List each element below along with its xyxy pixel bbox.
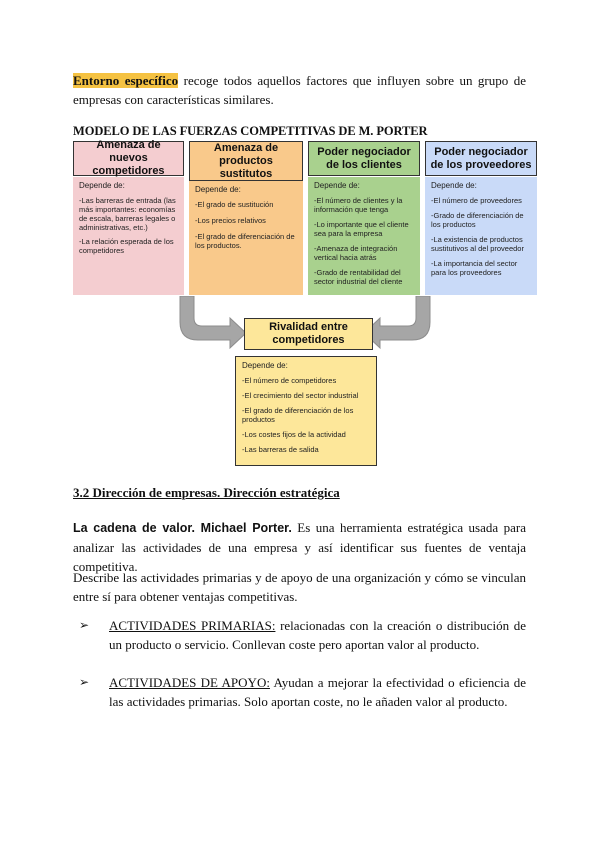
diagram-title: MODELO DE LAS FUERZAS COMPETITIVAS DE M. PORTER	[73, 124, 428, 138]
list-item	[79, 616, 526, 654]
list-item-label: ACTIVIDADES PRIMARIAS:	[109, 618, 276, 633]
list-item-content	[109, 616, 526, 654]
force-item: -Las barreras de entrada (las más importantes: economías de escala, barreras legales o administrativas, etc.)	[79, 196, 176, 232]
force-item: -La relación esperada de los competidores	[79, 237, 174, 255]
force-clients-body	[308, 177, 420, 295]
arrow-bullet-icon: ➢	[79, 618, 90, 632]
depende-label: Depende de:	[79, 181, 125, 190]
intro-paragraph	[73, 71, 526, 109]
value-chain-text: Es una herramienta estratégica usada para analizar las actividades de una empresa y así identificar sus fuentes de ventaja competitiva.	[73, 520, 526, 574]
force-new-competitors-body	[73, 177, 184, 295]
value-chain-term: La cadena de valor. Michael Porter.	[73, 521, 292, 535]
rivalry-item: -El grado de diferenciación de los productos	[242, 406, 354, 424]
force-item: -El número de proveedores	[431, 196, 522, 205]
right-arrow-icon	[364, 296, 430, 348]
force-suppliers-body	[425, 177, 537, 295]
force-substitutes-header	[189, 141, 303, 181]
force-substitutes-body	[189, 181, 303, 295]
left-arrow-icon	[180, 296, 246, 348]
arrow-bullet-icon: ➢	[79, 675, 90, 689]
list-item-content	[109, 673, 526, 711]
intro-term: Entorno específico	[73, 73, 179, 88]
force-item: -Grado de diferenciación de los productos	[431, 211, 524, 229]
force-item: -El número de clientes y la información que tenga	[314, 196, 403, 214]
rivalry-item: -El número de competidores	[242, 376, 337, 385]
force-new-competitors-header	[73, 141, 184, 176]
force-suppliers-header	[425, 141, 537, 176]
force-item: -La existencia de productos sustitutivos al del proveedor	[431, 235, 524, 253]
force-clients-header	[308, 141, 420, 176]
force-item: -Los precios relativos	[195, 216, 266, 225]
force-item: -La importancia del sector para los proveedores	[431, 259, 518, 277]
list-item-label: ACTIVIDADES DE APOYO:	[109, 675, 270, 690]
depende-label: Depende de:	[242, 361, 288, 370]
rivalry-header	[244, 318, 373, 350]
force-item: -Lo importante que el cliente sea para la empresa	[314, 220, 409, 238]
force-title: Amenaza de nuevos competidores	[92, 139, 165, 177]
rivalry-title: Rivalidad entre competidores	[269, 321, 348, 346]
force-title: Poder negociador de los clientes	[317, 145, 411, 171]
list-item-text: relacionadas con la creación o distribución de un producto o servicio. Conllevan coste pero aportan valor al producto.	[109, 618, 526, 652]
rivalry-body	[235, 356, 377, 466]
force-item: -Grado de rentabilidad del sector industrial del cliente	[314, 268, 403, 286]
rivalry-item: -El crecimiento del sector industrial	[242, 391, 359, 400]
bullet-list	[79, 616, 526, 711]
describe-paragraph: Describe las actividades primarias y de apoyo de una organización y cómo se vinculan entre sí para obtener ventajas competitivas.	[73, 570, 526, 604]
force-title: Amenaza de productos sustitutos	[213, 141, 279, 180]
force-item: -El grado de sustitución	[195, 200, 274, 209]
depende-label: Depende de:	[195, 185, 241, 194]
depende-label: Depende de:	[431, 181, 477, 190]
section-title	[73, 485, 340, 501]
force-item: -Amenaza de integración vertical hacia atrás	[314, 244, 398, 262]
list-item	[79, 673, 526, 711]
force-item: -El grado de diferenciación de los productos.	[195, 232, 295, 250]
depende-label: Depende de:	[314, 181, 360, 190]
force-title: Poder negociador de los proveedores	[430, 145, 532, 171]
rivalry-item: -Los costes fijos de la actividad	[242, 430, 346, 439]
list-item-text: Ayudan a mejorar la efectividad o eficiencia de las actividades primarias. Solo aportan coste, no le añaden valor al producto.	[109, 675, 527, 709]
intro-text: recoge todos aquellos factores que influyen sobre un grupo de empresas con características similares.	[73, 73, 527, 107]
section-title-text: 3.2 Dirección de empresas. Dirección estratégica	[73, 485, 340, 500]
rivalry-item: -Las barreras de salida	[242, 445, 319, 454]
